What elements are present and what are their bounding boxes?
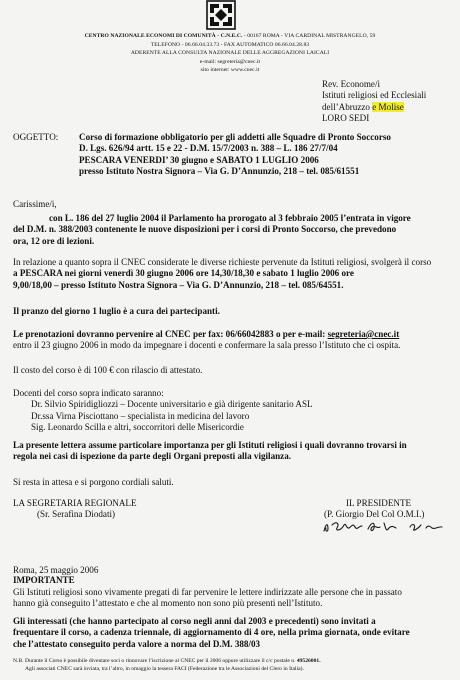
secretary-name: (Sr. Serafina Diodati)	[37, 509, 116, 520]
subject-line2: D. Lgs. 626/94 artt. 15 e 22 - D.M. 15/7/2003 n. 388 – L. 186 27/7/04	[79, 143, 338, 154]
secretary-title: LA SEGRETARIA REGIONALE	[13, 498, 137, 508]
nota-bene-line2: Agli associati CNEC sarà inviata, tra l’altro, in omaggio la tessera FACI (Federazione tra le Associazioni del Clero in Italia).	[25, 666, 304, 672]
greeting: Carissime/i,	[13, 199, 57, 209]
paragraph-law-line2: del D.M. n. 388/2003 contenente le nuove disposizioni per i corsi di Pronto Soccorso, che prevedono	[13, 224, 397, 235]
important-note-2	[13, 616, 410, 650]
paragraph-course-line2: a PESCARA nei giorni venerdì 30 giugno 2006 ore 14,30/18,30 e sabato 1 luglio 2006 ore	[13, 268, 354, 279]
email-link[interactable]: segreteria@cnec.it	[327, 329, 400, 339]
nota-bene	[13, 657, 321, 673]
teacher-1: Dr. Silvio Spiridigliozzi – Docente universitario e già dirigente sanitario ASL	[31, 399, 313, 410]
paragraph-course-line1: In relazione a quanto sopra il CNEC considerate le diverse richieste pervenute da Istituti religiosi, svolgerà il corso	[13, 257, 432, 267]
paragraph-course	[13, 257, 431, 291]
letterhead-website: sito internet: www.cnec.it	[200, 67, 260, 74]
subject-line3: PESCARA VENERDI’ 30 giugno e SABATO 1 LUGLIO 2006	[79, 154, 319, 165]
signature-left	[13, 498, 137, 521]
important-note-1-line1: Gli Istituti religiosi sono vivamente pregati di far pervenire le lettere indirizzate alle persone che in passato	[13, 587, 402, 597]
nota-bene-line1: N.B. Durante il Corso è possibile diventare soci o rinnovare l’iscrizione al CNEC per il 2006 oppure utilizzare il c/c postale n. 49526001.	[13, 658, 321, 664]
teacher-3: Sig. Leonardo Scilla e altri, soccorritori delle Misericordie	[31, 422, 244, 433]
president-handwritten-signature	[322, 519, 452, 535]
closing-greeting: Si resta in attesa e si porgono cordiali saluti.	[13, 477, 174, 487]
signature-right	[324, 498, 424, 521]
paragraph-law	[13, 213, 411, 247]
teachers-intro: Docenti del corso sopra indicato saranno:	[13, 388, 164, 398]
subject-line1: Corso di formazione obbligatorio per gli addetti alle Squadre di Pronto Soccorso	[79, 132, 391, 142]
subject-label: OGGETTO:	[13, 132, 59, 142]
paragraph-booking-line2: entro il 23 giugno 2006 in modo da impegnare i docenti e confermare la sala presso l’Istituto che ci ospita.	[13, 340, 401, 351]
cnec-logo	[206, 0, 236, 30]
letterhead-affiliation: ADERENTE ALLA CONSULTA NAZIONALE DELLE AGGREGAZIONI LAICALI	[130, 50, 330, 57]
paragraph-cost: Il costo del corso è di 100 € con rilascio di attestato.	[13, 365, 203, 375]
president-title: IL PRESIDENTE	[346, 498, 412, 508]
recipient-line4: LORO SEDI	[322, 113, 370, 124]
paragraph-importance-line1: La presente lettera assume particolare importanza per gli Istituti religiosi i quali dovranno trovarsi in	[13, 440, 407, 450]
highlighted-region: e Molise	[372, 101, 404, 112]
important-note-2-line3: che l’attestato conseguito perda valore a norma del D.M. 388/03	[13, 638, 261, 649]
letter-date: Roma, 25 maggio 2006	[13, 565, 99, 575]
recipient-line3: dell’Abruzzo e Molise	[322, 101, 404, 112]
important-note-2-line1: Gli interessati (che hanno partecipato al corso negli anni dal 2003 e precedenti) sono invitati a	[13, 616, 376, 626]
important-note-2-line2: frequentare il corso, a cadenza triennale, di aggiornamento di 4 ore, nella prima giornata, onde evitare	[13, 627, 410, 638]
paragraph-booking-line1: Le prenotazioni dovranno pervenire al CNEC per fax: 06/66042883 o per e-mail: segreteria@cnec.it	[13, 329, 400, 339]
paragraph-importance-line2: regola nei casi di ispezione da parte degli Organi preposti alla vigilanza.	[13, 451, 292, 462]
important-heading: IMPORTANTE	[13, 575, 75, 585]
letterhead	[0, 32, 460, 75]
paragraph-law-line3: ora, 12 ore di lezioni.	[13, 235, 95, 246]
paragraph-lunch: Il pranzo del giorno 1 luglio è a cura dei partecipanti.	[13, 306, 220, 316]
teachers-block	[13, 388, 313, 434]
recipient-block	[322, 79, 426, 125]
subject-block	[79, 132, 391, 178]
important-note-1	[13, 587, 402, 610]
letterhead-email: e-mail: segreteria@cnec.it	[199, 58, 261, 65]
letterhead-line1: CENTRO NAZIONALE ECONOMI DI COMUNITÀ - C.N.E.C. - 00167 ROMA - VIA CARDINAL MISTRANGELO, 59	[84, 33, 376, 39]
important-note-1-line2: hanno già conseguito l’attestato e che al momento non sono più presenti nell’Istituto.	[13, 598, 323, 609]
paragraph-law-line1: con L. 186 del 27 luglio 2004 il Parlamento ha prorogato al 3 febbraio 2005 l’entrata in vigore	[49, 213, 411, 223]
recipient-line2: Istituti religiosi ed Ecclesiali	[322, 90, 427, 101]
president-name: (P. Giorgio Del Col O.M.I.)	[324, 509, 425, 520]
paragraph-course-line3: 9,00/18,00 – presso Istituto Nostra Signora – Via G. D’Annunzio, 218 – tel. 085/64551.	[13, 279, 344, 290]
teacher-2: Dr.ssa Virna Pisciottano – specialista in medicina del lavoro	[31, 410, 250, 421]
paragraph-importance	[13, 440, 407, 463]
paragraph-booking	[13, 329, 400, 352]
letterhead-phone: TELEFONO - 06.66.04.33.73 - FAX AUTOMATICO 06.66.04.28.83	[150, 41, 310, 48]
subject-line4: presso Istituto Nostra Signora – Via G. D’Annunzio, 218 – tel. 085/61551	[79, 166, 360, 177]
recipient-line1: Rev. Econome/i	[322, 79, 380, 89]
